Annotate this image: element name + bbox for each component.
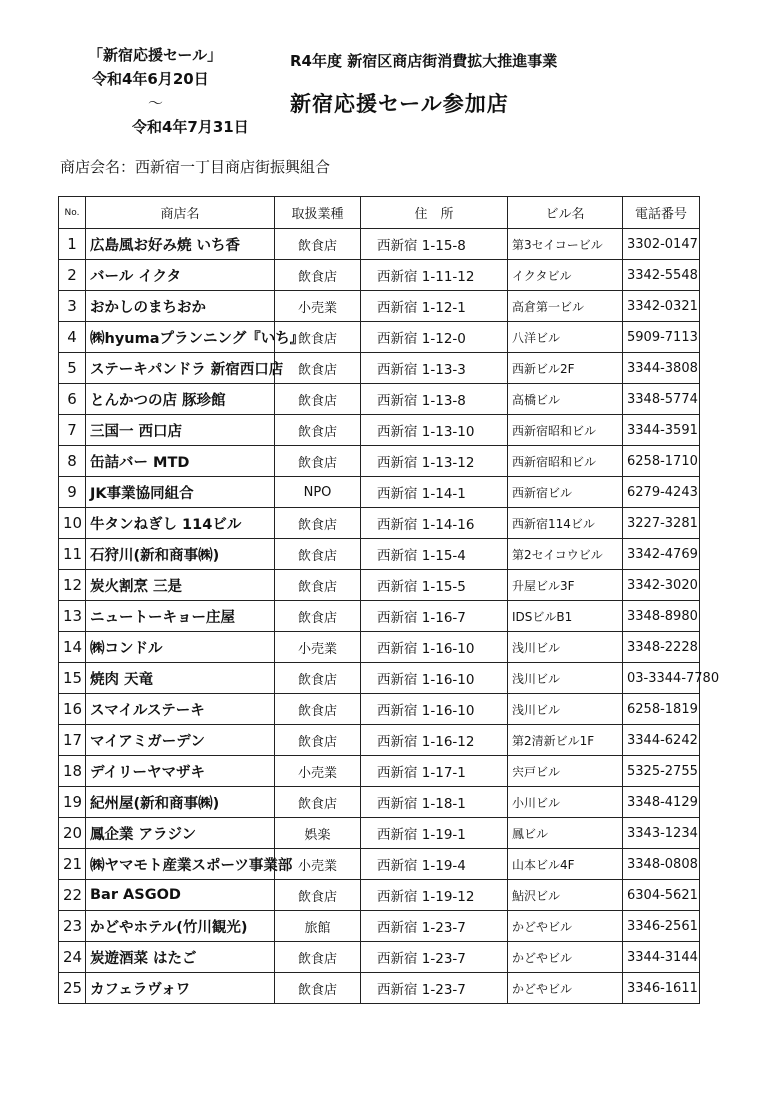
shop-category: 飲食店 xyxy=(275,787,361,818)
shop-building: 西新宿ビル xyxy=(508,477,623,508)
shop-name: ㈱ヤマモト産業スポーツ事業部 xyxy=(86,849,275,880)
table-row xyxy=(59,570,700,601)
shop-address: 西新宿 1-11-12 xyxy=(361,260,508,291)
shop-address: 西新宿 1-12-0 xyxy=(361,322,508,353)
table-row xyxy=(59,291,700,322)
shop-name: 三国一 西口店 xyxy=(86,415,275,446)
shop-phone: 3344-6242 xyxy=(623,725,700,756)
shop-number: 14 xyxy=(59,632,86,663)
shop-name: 石狩川(新和商事㈱) xyxy=(86,539,275,570)
shop-category: 飲食店 xyxy=(275,942,361,973)
shop-building: IDSビルB1 xyxy=(508,601,623,632)
column-header-no: No. xyxy=(59,197,86,229)
shop-number: 11 xyxy=(59,539,86,570)
column-header-address: 住 所 xyxy=(361,197,508,229)
shop-phone: 5325-2755 xyxy=(623,756,700,787)
shop-address: 西新宿 1-12-1 xyxy=(361,291,508,322)
shop-building: 山本ビル4F xyxy=(508,849,623,880)
shop-phone: 3348-4129 xyxy=(623,787,700,818)
table-row xyxy=(59,756,700,787)
table-row xyxy=(59,508,700,539)
table-row xyxy=(59,849,700,880)
shop-address: 西新宿 1-23-7 xyxy=(361,911,508,942)
shop-phone: 6304-5621 xyxy=(623,880,700,911)
shop-category: NPO xyxy=(275,477,361,508)
association-name: 商店会名：西新宿一丁目商店街振興組合 xyxy=(60,158,331,176)
shop-number: 12 xyxy=(59,570,86,601)
shop-address: 西新宿 1-16-12 xyxy=(361,725,508,756)
shop-phone: 3227-3281 xyxy=(623,508,700,539)
table-row xyxy=(59,446,700,477)
table-row xyxy=(59,415,700,446)
shop-category: 小売業 xyxy=(275,291,361,322)
shop-address: 西新宿 1-23-7 xyxy=(361,942,508,973)
shop-building: 西新ビル2F xyxy=(508,353,623,384)
table-header-row xyxy=(59,197,700,229)
shop-address: 西新宿 1-13-10 xyxy=(361,415,508,446)
date-range-separator: ～ xyxy=(148,94,164,112)
shop-category: 飲食店 xyxy=(275,973,361,1004)
table-row xyxy=(59,601,700,632)
table-row xyxy=(59,632,700,663)
shop-category: 飲食店 xyxy=(275,663,361,694)
shop-address: 西新宿 1-23-7 xyxy=(361,973,508,1004)
shop-phone: 6279-4243 xyxy=(623,477,700,508)
shop-name: 牛タンねぎし 114ビル xyxy=(86,508,275,539)
shop-building: 西新宿昭和ビル xyxy=(508,415,623,446)
shop-category: 飲食店 xyxy=(275,322,361,353)
shop-phone: 3342-5548 xyxy=(623,260,700,291)
shop-building: 西新宿114ビル xyxy=(508,508,623,539)
shop-phone: 3348-2228 xyxy=(623,632,700,663)
shop-address: 西新宿 1-19-12 xyxy=(361,880,508,911)
table-row xyxy=(59,322,700,353)
sale-name: 「新宿応援セール」 xyxy=(88,46,223,64)
shop-address: 西新宿 1-13-3 xyxy=(361,353,508,384)
shop-address: 西新宿 1-18-1 xyxy=(361,787,508,818)
shop-name: カフェラヴォワ xyxy=(86,973,275,1004)
shop-building: 浅川ビル xyxy=(508,694,623,725)
shop-number: 23 xyxy=(59,911,86,942)
shop-number: 25 xyxy=(59,973,86,1004)
shop-address: 西新宿 1-15-5 xyxy=(361,570,508,601)
shop-number: 7 xyxy=(59,415,86,446)
shop-phone: 3344-3591 xyxy=(623,415,700,446)
shop-address: 西新宿 1-13-12 xyxy=(361,446,508,477)
shop-name: ㈱コンドル xyxy=(86,632,275,663)
shop-category: 飲食店 xyxy=(275,415,361,446)
shop-address: 西新宿 1-19-4 xyxy=(361,849,508,880)
shop-name: 焼肉 天竜 xyxy=(86,663,275,694)
shop-address: 西新宿 1-13-8 xyxy=(361,384,508,415)
table-row xyxy=(59,260,700,291)
shop-number: 20 xyxy=(59,818,86,849)
table-row xyxy=(59,384,700,415)
shop-number: 2 xyxy=(59,260,86,291)
shop-phone: 6258-1819 xyxy=(623,694,700,725)
shop-phone: 3348-5774 xyxy=(623,384,700,415)
shop-phone: 6258-1710 xyxy=(623,446,700,477)
shop-name: ニュートーキョー庄屋 xyxy=(86,601,275,632)
shop-phone: 3343-1234 xyxy=(623,818,700,849)
table-body xyxy=(59,229,720,1004)
table-row xyxy=(59,911,700,942)
shop-phone: 3346-2561 xyxy=(623,911,700,942)
shop-address: 西新宿 1-14-16 xyxy=(361,508,508,539)
shop-name: おかしのまちおか xyxy=(86,291,275,322)
shop-number: 6 xyxy=(59,384,86,415)
shop-category: 小売業 xyxy=(275,849,361,880)
shop-name: かどやホテル(竹川観光) xyxy=(86,911,275,942)
shop-number: 9 xyxy=(59,477,86,508)
shop-phone: 03-3344-7780 xyxy=(623,663,700,694)
shop-category: 飲食店 xyxy=(275,880,361,911)
shop-address: 西新宿 1-14-1 xyxy=(361,477,508,508)
shop-phone: 3344-3808 xyxy=(623,353,700,384)
shop-category: 飲食店 xyxy=(275,446,361,477)
shop-number: 18 xyxy=(59,756,86,787)
shop-phone: 3348-8980 xyxy=(623,601,700,632)
shop-category: 小売業 xyxy=(275,632,361,663)
shop-category: 小売業 xyxy=(275,756,361,787)
shop-number: 19 xyxy=(59,787,86,818)
shop-name: ステーキパンドラ 新宿西口店 xyxy=(86,353,275,384)
shop-name: 炭遊酒菜 はたご xyxy=(86,942,275,973)
shop-name: 炭火割烹 三是 xyxy=(86,570,275,601)
shop-building: 宍戸ビル xyxy=(508,756,623,787)
shop-category: 飲食店 xyxy=(275,353,361,384)
shop-building: 浅川ビル xyxy=(508,632,623,663)
shop-name: 紀州屋(新和商事㈱) xyxy=(86,787,275,818)
shop-name: 缶詰バー MTD xyxy=(86,446,275,477)
shop-name: マイアミガーデン xyxy=(86,725,275,756)
shop-building: イクタビル xyxy=(508,260,623,291)
table-row xyxy=(59,539,700,570)
shop-phone: 3346-1611 xyxy=(623,973,700,1004)
shop-building: 高倉第一ビル xyxy=(508,291,623,322)
shop-building: 升屋ビル3F xyxy=(508,570,623,601)
shop-table xyxy=(58,196,720,1004)
shop-building: 八洋ビル xyxy=(508,322,623,353)
table-row xyxy=(59,694,700,725)
table-row xyxy=(59,353,700,384)
column-header-building: ビル名 xyxy=(508,197,623,229)
shop-category: 飲食店 xyxy=(275,570,361,601)
shop-number: 4 xyxy=(59,322,86,353)
shop-category: 飲食店 xyxy=(275,725,361,756)
shop-address: 西新宿 1-16-7 xyxy=(361,601,508,632)
column-header-shop-name: 商店名 xyxy=(86,197,275,229)
shop-phone: 3348-0808 xyxy=(623,849,700,880)
shop-building: 第3セイコービル xyxy=(508,229,623,260)
shop-address: 西新宿 1-15-8 xyxy=(361,229,508,260)
table-row xyxy=(59,477,700,508)
shop-category: 飲食店 xyxy=(275,601,361,632)
shop-number: 13 xyxy=(59,601,86,632)
shop-name: JK事業協同組合 xyxy=(86,477,275,508)
shop-phone: 3342-4769 xyxy=(623,539,700,570)
shop-number: 22 xyxy=(59,880,86,911)
shop-name: 広島風お好み焼 いち香 xyxy=(86,229,275,260)
end-date: 令和4年7月31日 xyxy=(132,118,249,136)
shop-name: とんかつの店 豚珍館 xyxy=(86,384,275,415)
shop-category: 飲食店 xyxy=(275,260,361,291)
shop-building: 鮎沢ビル xyxy=(508,880,623,911)
shop-building: 高橋ビル xyxy=(508,384,623,415)
table-row xyxy=(59,663,700,694)
shop-address: 西新宿 1-16-10 xyxy=(361,694,508,725)
shop-name: ㈱hyumaプランニング『いち』 xyxy=(86,322,275,353)
table-row xyxy=(59,942,700,973)
table-row xyxy=(59,880,700,911)
column-header-category: 取扱業種 xyxy=(275,197,361,229)
page-title: 新宿応援セール参加店 xyxy=(290,92,509,116)
table-row xyxy=(59,787,700,818)
shop-category: 飲食店 xyxy=(275,229,361,260)
shop-category: 飲食店 xyxy=(275,694,361,725)
shop-number: 3 xyxy=(59,291,86,322)
shop-address: 西新宿 1-15-4 xyxy=(361,539,508,570)
shop-name: Bar ASGOD xyxy=(86,880,275,911)
shop-address: 西新宿 1-16-10 xyxy=(361,632,508,663)
shop-building: かどやビル xyxy=(508,973,623,1004)
shop-phone: 5909-7113 xyxy=(623,322,700,353)
shop-building: 鳳ビル xyxy=(508,818,623,849)
shop-category: 娯楽 xyxy=(275,818,361,849)
shop-address: 西新宿 1-19-1 xyxy=(361,818,508,849)
table-row xyxy=(59,818,700,849)
shop-name: デイリーヤマザキ xyxy=(86,756,275,787)
shop-number: 5 xyxy=(59,353,86,384)
shop-address: 西新宿 1-16-10 xyxy=(361,663,508,694)
shop-number: 16 xyxy=(59,694,86,725)
shop-phone: 3344-3144 xyxy=(623,942,700,973)
table-row xyxy=(59,229,700,260)
shop-number: 15 xyxy=(59,663,86,694)
shop-category: 旅館 xyxy=(275,911,361,942)
shop-address: 西新宿 1-17-1 xyxy=(361,756,508,787)
shop-building: 第2清新ビル1F xyxy=(508,725,623,756)
column-header-phone: 電話番号 xyxy=(623,197,700,229)
program-title: R4年度 新宿区商店街消費拡大推進事業 xyxy=(290,52,558,70)
shop-category: 飲食店 xyxy=(275,508,361,539)
shop-number: 17 xyxy=(59,725,86,756)
shop-phone: 3302-0147 xyxy=(623,229,700,260)
shop-number: 21 xyxy=(59,849,86,880)
shop-number: 8 xyxy=(59,446,86,477)
shop-name: バール イクタ xyxy=(86,260,275,291)
shop-building: 小川ビル xyxy=(508,787,623,818)
shop-building: 浅川ビル xyxy=(508,663,623,694)
shop-number: 24 xyxy=(59,942,86,973)
shop-building: 第2セイコウビル xyxy=(508,539,623,570)
shop-number: 1 xyxy=(59,229,86,260)
shop-building: かどやビル xyxy=(508,911,623,942)
shop-name: 鳳企業 アラジン xyxy=(86,818,275,849)
start-date: 令和4年6月20日 xyxy=(92,70,209,88)
shop-number: 10 xyxy=(59,508,86,539)
shop-building: 西新宿昭和ビル xyxy=(508,446,623,477)
shop-building: かどやビル xyxy=(508,942,623,973)
shop-name: スマイルステーキ xyxy=(86,694,275,725)
table-row xyxy=(59,973,700,1004)
table-row xyxy=(59,725,700,756)
shop-phone: 3342-3020 xyxy=(623,570,700,601)
shop-phone: 3342-0321 xyxy=(623,291,700,322)
shop-category: 飲食店 xyxy=(275,539,361,570)
shop-category: 飲食店 xyxy=(275,384,361,415)
